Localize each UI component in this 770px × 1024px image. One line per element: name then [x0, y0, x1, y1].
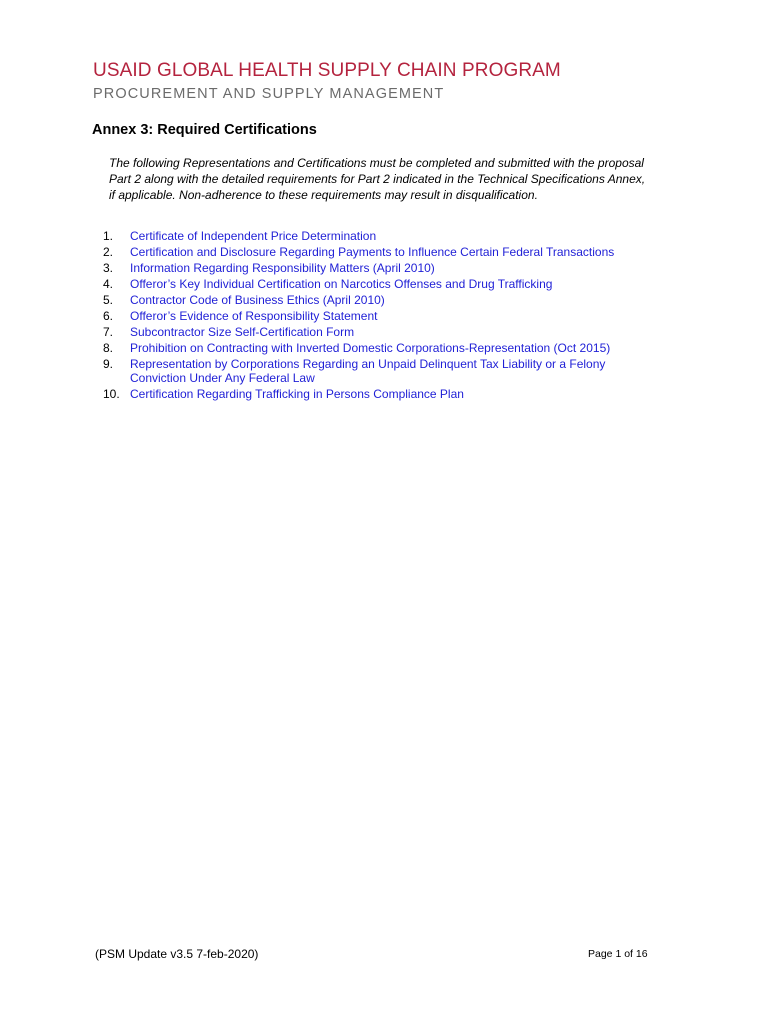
certification-link[interactable]: Certificate of Independent Price Determination — [130, 229, 377, 243]
list-item — [103, 309, 643, 323]
list-number: 5. — [103, 293, 114, 307]
intro-line: The following Representations and Certifications must be completed and submitted with the proposal — [109, 156, 644, 170]
list-number: 9. — [103, 357, 114, 371]
list-item — [103, 357, 643, 385]
list-item — [103, 341, 643, 355]
certification-link[interactable]: Offeror’s Evidence of Responsibility Statement — [130, 309, 378, 323]
list-item — [103, 325, 643, 339]
list-item — [103, 277, 643, 291]
certification-link[interactable]: Certification and Disclosure Regarding Payments to Influence Certain Federal Transactions — [130, 245, 615, 259]
footer-version: (PSM Update v3.5 7-feb-2020) — [95, 947, 259, 961]
intro-line: if applicable. Non-adherence to these requirements may result in disqualification. — [109, 188, 538, 202]
footer-page-number: Page 1 of 16 — [588, 948, 648, 960]
list-number: 4. — [103, 277, 114, 291]
certification-link[interactable]: Prohibition on Contracting with Inverted Domestic Corporations-Representation (Oct 2015) — [130, 341, 611, 355]
program-subtitle: PROCUREMENT AND SUPPLY MANAGEMENT — [93, 86, 445, 102]
list-number: 7. — [103, 325, 114, 339]
certification-link[interactable]: Subcontractor Size Self-Certification Form — [130, 325, 355, 339]
program-title: USAID GLOBAL HEALTH SUPPLY CHAIN PROGRAM — [93, 60, 561, 81]
annex-heading: Annex 3: Required Certifications — [92, 122, 317, 138]
certifications-list — [103, 229, 643, 403]
certification-link[interactable]: Certification Regarding Trafficking in Persons Compliance Plan — [130, 387, 464, 401]
list-item — [103, 245, 643, 259]
list-number: 2. — [103, 245, 114, 259]
certification-link[interactable]: Offeror’s Key Individual Certification on Narcotics Offenses and Drug Trafficking — [130, 277, 553, 291]
list-item — [103, 293, 643, 307]
list-number: 10. — [103, 387, 120, 401]
intro-paragraph — [109, 155, 669, 203]
list-item — [103, 261, 643, 275]
list-number: 3. — [103, 261, 114, 275]
intro-line: Part 2 along with the detailed requirements for Part 2 indicated in the Technical Specifications Annex, — [109, 172, 646, 186]
certification-link[interactable]: Contractor Code of Business Ethics (April 2010) — [130, 293, 385, 307]
list-number: 8. — [103, 341, 114, 355]
certification-link[interactable]: Information Regarding Responsibility Matters (April 2010) — [130, 261, 435, 275]
list-item — [103, 387, 643, 401]
certification-link[interactable]: Representation by Corporations Regarding an Unpaid Delinquent Tax Liability or a Felony Conviction Under Any Federal Law — [130, 357, 606, 385]
list-number: 1. — [103, 229, 114, 243]
list-number: 6. — [103, 309, 114, 323]
list-item — [103, 229, 643, 243]
